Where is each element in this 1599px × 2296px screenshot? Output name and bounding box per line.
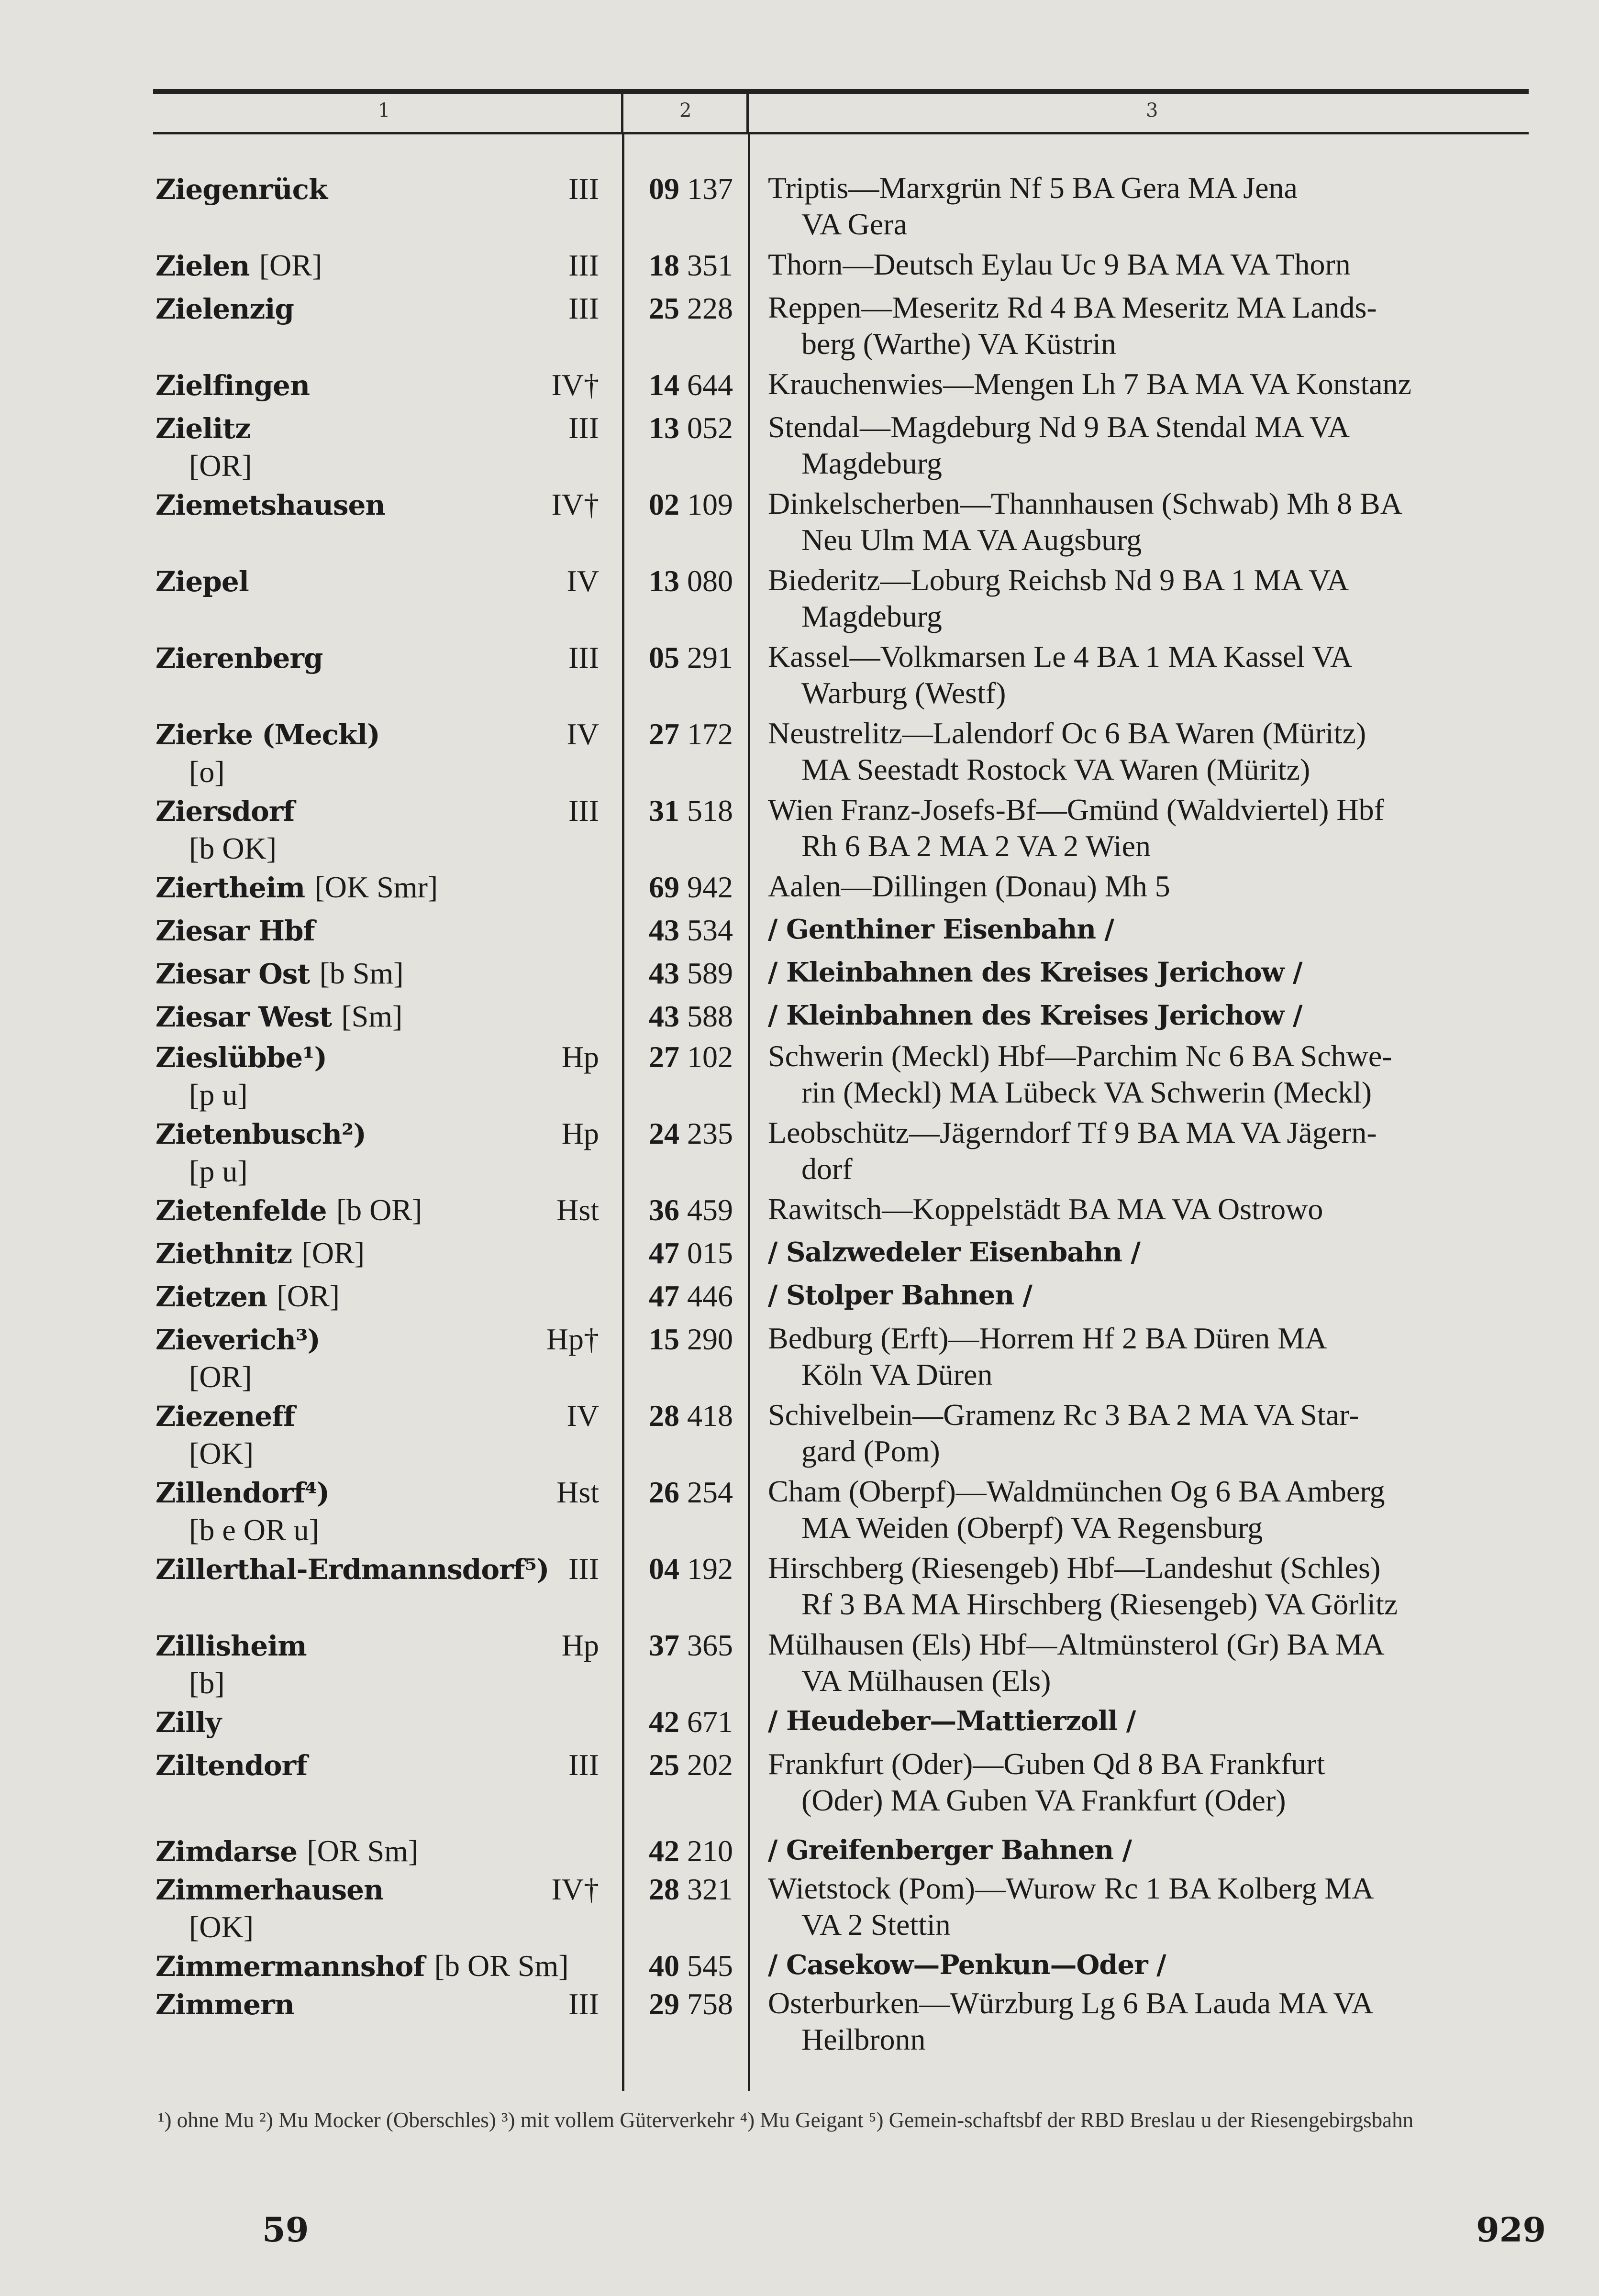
route-description-line: Frankfurt (Oder)—Guben Qd 8 BA Frankfurt	[768, 1747, 1325, 1781]
route-description	[768, 486, 1533, 558]
route-description-line: / Salzwedeler Eisenbahn /	[768, 1236, 1140, 1268]
route-description-line: Reppen—Meseritz Rd 4 BA Meseritz MA Lands-	[768, 290, 1377, 324]
station-name-cell	[155, 289, 634, 328]
route-description-line: VA Mülhausen (Els)	[801, 1664, 1051, 1698]
station-name: Zietenfelde	[155, 1194, 327, 1227]
route-description-line: Schwerin (Meckl) Hbf—Parchim Nc 6 BA Schwe-	[768, 1039, 1392, 1073]
station-name: Zillendorf⁴)	[155, 1477, 330, 1509]
station-number-suffix: 942	[687, 870, 733, 904]
route-description-line: MA Seestadt Rostock VA Waren (Müritz)	[801, 752, 1310, 786]
route-description	[768, 1320, 1533, 1393]
route-description	[768, 170, 1533, 243]
station-name-cell	[155, 246, 634, 285]
station-class: III	[568, 248, 599, 282]
station-remark: [b OR Sm]	[434, 1949, 569, 1983]
header-divider-2	[746, 94, 749, 132]
route-description-line: Mülhausen (Els) Hbf—Altmünsterol (Gr) BA MA	[768, 1627, 1385, 1661]
route-description	[768, 911, 1533, 948]
route-description	[768, 1038, 1533, 1111]
station-name-cell	[155, 1234, 634, 1273]
station-number-prefix: 40	[649, 1949, 679, 1983]
station-number-prefix: 31	[649, 794, 679, 828]
route-description	[768, 1277, 1533, 1314]
route-description-line: / Greifenberger Bahnen /	[768, 1834, 1132, 1866]
station-number	[649, 792, 733, 830]
route-description-line: Cham (Oberpf)—Waldmünchen Og 6 BA Amberg	[768, 1474, 1385, 1508]
station-number-suffix: 172	[687, 717, 733, 751]
station-remark: [b OR]	[336, 1193, 422, 1227]
route-description	[768, 1703, 1533, 1739]
station-name-cell	[155, 868, 634, 907]
station-name: Ziersdorf	[155, 795, 295, 828]
station-number-suffix: 202	[687, 1748, 733, 1782]
route-description-line: dorf	[801, 1152, 853, 1186]
route-description	[768, 1626, 1533, 1699]
station-number	[649, 289, 733, 328]
station-class: III	[568, 640, 599, 674]
route-description-line: Thorn—Deutsch Eylau Uc 9 BA MA VA Thorn	[768, 247, 1351, 281]
station-remark: [OR]	[277, 1279, 340, 1313]
station-number-prefix: 29	[649, 1987, 679, 2021]
station-number-prefix: 37	[649, 1628, 679, 1662]
station-number-prefix: 27	[649, 1040, 679, 1074]
station-number-prefix: 47	[649, 1279, 679, 1313]
route-description	[768, 1191, 1533, 1227]
station-name-cell	[155, 1832, 634, 1871]
station-name-cell	[155, 1746, 634, 1785]
route-description-line: Dinkelscherben—Thannhausen (Schwab) Mh 8 BA	[768, 486, 1402, 520]
station-number	[649, 409, 733, 447]
station-number	[649, 1832, 733, 1870]
route-description	[768, 1746, 1533, 1819]
station-number	[649, 170, 733, 208]
station-number	[649, 715, 733, 753]
route-description-line: / Kleinbahnen des Kreises Jerichow /	[768, 957, 1302, 988]
station-number	[649, 1550, 733, 1588]
station-remark: [OK]	[189, 1436, 254, 1470]
station-number	[649, 1746, 733, 1784]
station-number-suffix: 545	[687, 1949, 733, 1983]
station-class: Hp†	[546, 1322, 599, 1356]
route-description-line: Biederitz—Loburg Reichsb Nd 9 BA 1 MA VA	[768, 563, 1349, 597]
station-number	[649, 246, 733, 285]
station-number	[649, 366, 733, 404]
station-remark: [OR]	[189, 1360, 252, 1394]
station-name-cell	[155, 715, 634, 790]
station-name: Ziesar West	[155, 1001, 332, 1033]
station-number-suffix: 644	[687, 368, 733, 402]
station-number	[649, 562, 733, 600]
station-name: Ziezeneff	[155, 1400, 295, 1433]
station-remark: [b]	[189, 1666, 225, 1700]
station-number-prefix: 13	[649, 564, 679, 598]
station-number-prefix: 47	[649, 1236, 679, 1270]
route-description	[768, 246, 1533, 283]
station-number-prefix: 09	[649, 172, 679, 206]
station-number	[649, 1277, 733, 1315]
station-number-suffix: 588	[687, 999, 733, 1033]
station-name: Zieverich³)	[155, 1324, 320, 1356]
route-description-line: / Genthiner Eisenbahn /	[768, 914, 1114, 945]
station-number-suffix: 446	[687, 1279, 733, 1313]
station-name-cell	[155, 170, 634, 209]
station-class: IV	[566, 564, 599, 598]
station-number-prefix: 15	[649, 1322, 679, 1356]
station-class: III	[568, 172, 599, 206]
station-number	[649, 1473, 733, 1512]
route-description	[768, 409, 1533, 482]
station-remark: [OR]	[301, 1236, 365, 1270]
station-number-suffix: 228	[687, 291, 733, 325]
station-number-suffix: 365	[687, 1628, 733, 1662]
route-description	[768, 1947, 1533, 1983]
station-number-suffix: 052	[687, 411, 733, 445]
station-class: III	[568, 411, 599, 445]
station-remark: [OR]	[259, 248, 322, 282]
station-number-prefix: 13	[649, 411, 679, 445]
station-name-cell	[155, 1397, 634, 1472]
station-remark: [b e OR u]	[189, 1513, 319, 1547]
station-number-suffix: 109	[687, 487, 733, 521]
route-description	[768, 289, 1533, 362]
station-number-prefix: 43	[649, 999, 679, 1033]
route-description	[768, 954, 1533, 991]
route-description-line: VA Gera	[801, 207, 907, 241]
route-description-line: Köln VA Düren	[801, 1358, 993, 1391]
station-number-prefix: 24	[649, 1116, 679, 1150]
route-description-line: Wietstock (Pom)—Wurow Rc 1 BA Kolberg MA	[768, 1871, 1374, 1905]
station-number-suffix: 758	[687, 1987, 733, 2021]
route-description-line: / Heudeber—Mattierzoll /	[768, 1705, 1136, 1737]
station-name: Zimdarse	[155, 1835, 297, 1868]
station-class: III	[568, 1552, 599, 1586]
station-remark: [b Sm]	[319, 956, 404, 990]
column-header-1: 1	[378, 99, 390, 121]
station-name: Zimmermannshof	[155, 1950, 425, 1983]
route-description-line: Magdeburg	[801, 599, 942, 633]
station-number	[649, 639, 733, 677]
station-name: Ziertheim	[155, 872, 305, 904]
station-name: Ziegenrück	[155, 173, 328, 206]
station-number	[649, 1038, 733, 1076]
station-remark: [OR Sm]	[307, 1834, 419, 1868]
station-number	[649, 1320, 733, 1358]
station-number	[649, 1947, 733, 1985]
station-class: IV	[566, 717, 599, 751]
station-name: Zierenberg	[155, 642, 323, 674]
station-number-suffix: 671	[687, 1705, 733, 1739]
station-number	[649, 911, 733, 949]
route-description	[768, 366, 1533, 402]
station-number	[649, 1703, 733, 1741]
station-number-prefix: 25	[649, 1748, 679, 1782]
station-name-cell	[155, 1277, 634, 1316]
route-description-line: / Stolper Bahnen /	[768, 1280, 1033, 1311]
route-description	[768, 792, 1533, 864]
station-name-cell	[155, 792, 634, 867]
station-name-cell	[155, 1947, 634, 1986]
route-description	[768, 639, 1533, 711]
station-name: Zielen	[155, 250, 250, 282]
route-description-line: Neustrelitz—Lalendorf Oc 6 BA Waren (Müritz)	[768, 716, 1366, 750]
station-name: Zimmerhausen	[155, 1874, 384, 1906]
route-description	[768, 997, 1533, 1034]
route-description-line: berg (Warthe) VA Küstrin	[801, 327, 1116, 361]
station-name-cell	[155, 1985, 634, 2024]
route-description	[768, 1832, 1533, 1868]
route-description-line: Kassel—Volkmarsen Le 4 BA 1 MA Kassel VA	[768, 640, 1353, 673]
route-description-line: Aalen—Dillingen (Donau) Mh 5	[768, 869, 1170, 903]
station-name-cell	[155, 1703, 634, 1742]
station-number	[649, 997, 733, 1036]
station-number-suffix: 351	[687, 248, 733, 282]
route-description-line: Rf 3 BA MA Hirschberg (Riesengeb) VA Görlitz	[801, 1587, 1398, 1621]
station-name: Ziemetshausen	[155, 489, 385, 521]
station-number-suffix: 321	[687, 1872, 733, 1906]
route-description	[768, 1985, 1533, 2058]
route-description-line: (Oder) MA Guben VA Frankfurt (Oder)	[801, 1783, 1286, 1817]
station-number	[649, 1870, 733, 1909]
route-description-line: Stendal—Magdeburg Nd 9 BA Stendal MA VA	[768, 410, 1350, 444]
page-number-left: 59	[262, 2210, 309, 2250]
station-number-prefix: 26	[649, 1475, 679, 1509]
route-description-line: Rawitsch—Koppelstädt BA MA VA Ostrowo	[768, 1192, 1323, 1226]
station-number	[649, 1191, 733, 1229]
station-name: Ziesar Ost	[155, 958, 310, 990]
header-divider-1	[621, 94, 623, 132]
station-name: Ziepel	[155, 565, 249, 598]
station-remark: [p u]	[189, 1078, 248, 1112]
route-description-line: Rh 6 BA 2 MA 2 VA 2 Wien	[801, 829, 1151, 863]
station-number	[649, 954, 733, 993]
station-name: Zillisheim	[155, 1630, 307, 1662]
station-number-suffix: 137	[687, 172, 733, 206]
station-name: Zielitz	[155, 412, 251, 445]
station-name-cell	[155, 639, 634, 677]
station-number-suffix: 015	[687, 1236, 733, 1270]
station-number-prefix: 27	[649, 717, 679, 751]
station-name: Zimmern	[155, 1988, 294, 2021]
station-name: Zillerthal-Erdmannsdorf⁵)	[155, 1553, 549, 1586]
station-name-cell	[155, 562, 634, 601]
route-description-line: / Casekow—Penkun—Oder /	[768, 1949, 1166, 1981]
station-number-suffix: 235	[687, 1116, 733, 1150]
station-number-prefix: 02	[649, 487, 679, 521]
station-name: Zierke (Meckl)	[155, 718, 380, 751]
station-number-prefix: 28	[649, 1872, 679, 1906]
station-number-suffix: 080	[687, 564, 733, 598]
station-number-suffix: 210	[687, 1834, 733, 1868]
route-description	[768, 1397, 1533, 1469]
station-number-suffix: 254	[687, 1475, 733, 1509]
station-name: Zietenbusch²)	[155, 1118, 366, 1150]
station-class: III	[568, 1987, 599, 2021]
station-name: Zieslübbe¹)	[155, 1041, 327, 1074]
station-class: IV†	[551, 1872, 599, 1906]
station-number-suffix: 459	[687, 1193, 733, 1227]
station-remark: [Sm]	[341, 999, 403, 1033]
station-class: Hst	[556, 1193, 599, 1227]
station-class: IV†	[551, 487, 599, 521]
station-name: Zilly	[155, 1706, 222, 1739]
station-number	[649, 1985, 733, 2023]
station-number-suffix: 102	[687, 1040, 733, 1074]
station-number	[649, 1115, 733, 1153]
route-description-line: Warburg (Westf)	[801, 676, 1006, 710]
route-description-line: Krauchenwies—Mengen Lh 7 BA MA VA Konstanz	[768, 367, 1412, 401]
station-number	[649, 486, 733, 524]
station-number-prefix: 42	[649, 1834, 679, 1868]
station-class: IV	[566, 1399, 599, 1433]
top-rule	[153, 89, 1529, 94]
station-number-suffix: 418	[687, 1399, 733, 1433]
station-class: Hp	[561, 1040, 599, 1074]
station-number-prefix: 05	[649, 640, 679, 674]
station-number	[649, 1397, 733, 1435]
station-class: Hst	[556, 1475, 599, 1509]
station-number	[649, 1234, 733, 1272]
station-number	[649, 1626, 733, 1665]
station-number-prefix: 43	[649, 913, 679, 947]
header-bottom-rule	[153, 132, 1529, 134]
station-class: IV†	[551, 368, 599, 402]
station-name: Zielfingen	[155, 369, 310, 402]
route-description-line: Magdeburg	[801, 446, 942, 480]
route-description	[768, 562, 1533, 635]
station-number-suffix: 534	[687, 913, 733, 947]
station-name-cell	[155, 409, 634, 484]
footnotes: ¹) ohne Mu ²) Mu Mocker (Oberschles) ³) mit vollem Güterverkehr ⁴) Mu Geigant ⁵) Gemein-schaftsbf der RBD Breslau u der Riesengebirgsbahn	[158, 2108, 1414, 2132]
route-description	[768, 1473, 1533, 1546]
route-description-line: MA Weiden (Oberpf) VA Regensburg	[801, 1511, 1263, 1545]
station-number-suffix: 291	[687, 640, 733, 674]
station-number-suffix: 589	[687, 956, 733, 990]
route-description	[768, 1870, 1533, 1943]
station-number-prefix: 43	[649, 956, 679, 990]
station-class: III	[568, 291, 599, 325]
station-name: Ziltendorf	[155, 1749, 308, 1782]
station-name-cell	[155, 1550, 634, 1589]
station-number-prefix: 25	[649, 291, 679, 325]
station-name-cell	[155, 954, 634, 993]
station-remark: [p u]	[189, 1154, 248, 1188]
route-description	[768, 715, 1533, 788]
station-remark: [o]	[189, 755, 225, 789]
station-number-prefix: 04	[649, 1552, 679, 1586]
route-description-line: Triptis—Marxgrün Nf 5 BA Gera MA Jena	[768, 171, 1298, 205]
station-name: Ziesar Hbf	[155, 915, 315, 947]
station-number-prefix: 69	[649, 870, 679, 904]
route-description-line: Leobschütz—Jägerndorf Tf 9 BA MA VA Jägern-	[768, 1115, 1377, 1149]
route-description-line: Schivelbein—Gramenz Rc 3 BA 2 MA VA Star-	[768, 1398, 1359, 1432]
station-class: III	[568, 1748, 599, 1782]
station-name: Zielenzig	[155, 293, 294, 325]
station-name-cell	[155, 997, 634, 1036]
station-name-cell	[155, 911, 634, 950]
station-number-suffix: 290	[687, 1322, 733, 1356]
station-class: Hp	[561, 1628, 599, 1662]
station-class: III	[568, 794, 599, 828]
route-description-line: / Kleinbahnen des Kreises Jerichow /	[768, 1000, 1302, 1031]
station-class: Hp	[561, 1116, 599, 1150]
route-description-line: Wien Franz-Josefs-Bf—Gmünd (Waldviertel) Hbf	[768, 793, 1384, 827]
route-description-line: rin (Meckl) MA Lübeck VA Schwerin (Meckl)	[801, 1075, 1372, 1109]
route-description	[768, 1115, 1533, 1187]
station-number	[649, 868, 733, 906]
route-description	[768, 1234, 1533, 1270]
station-remark: [OK]	[189, 1910, 254, 1944]
station-number-prefix: 42	[649, 1705, 679, 1739]
route-description	[768, 868, 1533, 905]
page-number-right: 929	[1476, 2210, 1546, 2250]
route-description-line: Osterburken—Würzburg Lg 6 BA Lauda MA VA	[768, 1986, 1374, 2020]
column-rule-2	[748, 134, 750, 2091]
station-number-prefix: 18	[649, 248, 679, 282]
station-number-prefix: 28	[649, 1399, 679, 1433]
station-number-suffix: 192	[687, 1552, 733, 1586]
route-description-line: Heilbronn	[801, 2022, 926, 2056]
column-header-2: 2	[679, 99, 692, 121]
station-name: Ziethnitz	[155, 1237, 292, 1270]
station-number-prefix: 36	[649, 1193, 679, 1227]
station-name: Zietzen	[155, 1280, 267, 1313]
route-description	[768, 1550, 1533, 1623]
route-description-line: VA 2 Stettin	[801, 1908, 951, 1942]
station-remark: [OR]	[189, 449, 252, 483]
station-remark: [b OK]	[189, 831, 277, 865]
route-description-line: Bedburg (Erft)—Horrem Hf 2 BA Düren MA	[768, 1321, 1327, 1355]
route-description-line: Neu Ulm MA VA Augsburg	[801, 523, 1142, 557]
route-description-line: Hirschberg (Riesengeb) Hbf—Landeshut (Schles)	[768, 1551, 1381, 1585]
station-number-prefix: 14	[649, 368, 679, 402]
route-description-line: gard (Pom)	[801, 1434, 940, 1468]
station-remark: [OK Smr]	[314, 870, 438, 904]
station-number-suffix: 518	[687, 794, 733, 828]
column-header-3: 3	[1146, 99, 1158, 121]
